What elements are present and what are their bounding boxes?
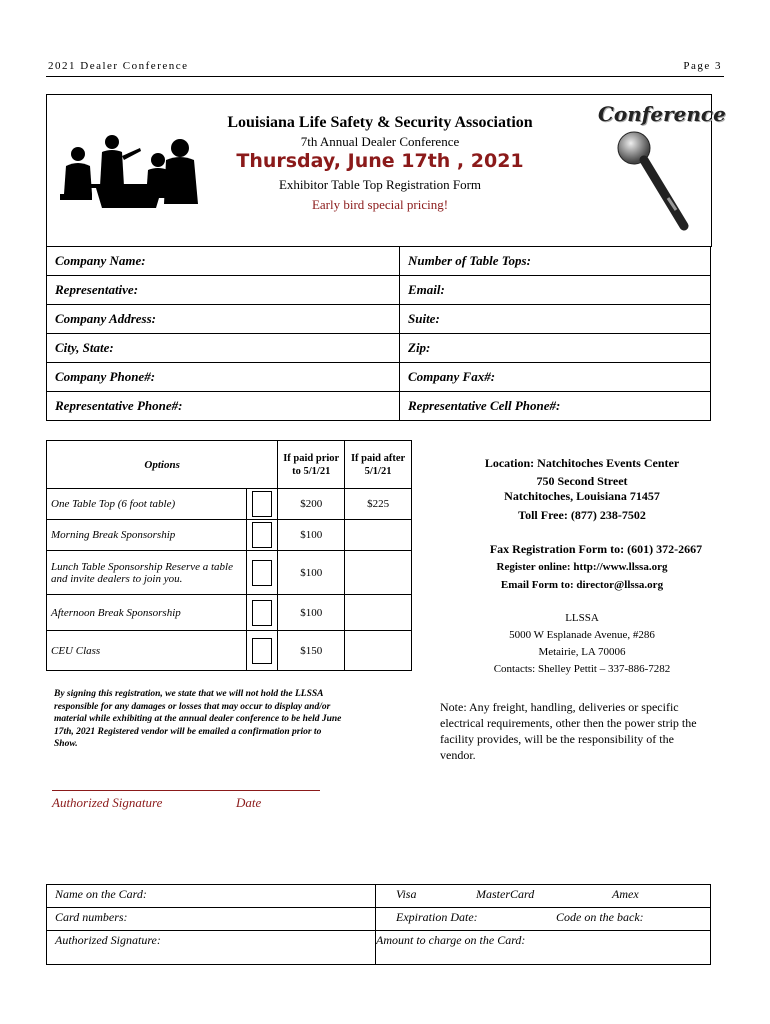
option-price-after [345, 551, 412, 595]
col-header-prior: If paid prior to 5/1/21 [278, 441, 345, 489]
mastercard-option[interactable]: MasterCard [476, 887, 535, 901]
info-field-right[interactable]: Email: [400, 276, 711, 305]
info-field-right[interactable]: Company Fax#: [400, 363, 711, 392]
option-checkbox[interactable] [252, 600, 272, 626]
signature-date-label: Date [236, 795, 262, 810]
form-title: Exhibitor Table Top Registration Form [278, 177, 482, 192]
visa-option[interactable]: Visa [396, 887, 417, 901]
option-name: One Table Top (6 foot table) [47, 489, 247, 520]
option-name: Lunch Table Sponsorship Reserve a table and invite dealers to join you. [47, 551, 247, 595]
info-row [47, 247, 711, 276]
amount-to-charge-field[interactable]: Amount to charge on the Card: [376, 931, 711, 965]
card-row-numbers [47, 908, 711, 931]
expiration-date-field[interactable]: Expiration Date: [396, 910, 478, 924]
option-checkbox-cell [247, 595, 278, 631]
payment-card-table [46, 884, 711, 965]
card-numbers-field[interactable]: Card numbers: [47, 908, 376, 931]
options-header-row [47, 441, 412, 489]
conference-subtitle: 7th Annual Dealer Conference [300, 134, 460, 149]
info-field-right[interactable]: Representative Cell Phone#: [400, 392, 711, 421]
option-checkbox-cell [247, 631, 278, 671]
option-price-after: $225 [345, 489, 412, 520]
microphone-icon [598, 126, 708, 236]
shipping-note: Note: Any freight, handling, deliveries or specific electrical requirements, other then the power strip the facility provides, will be the responsibility of the vendor. [440, 700, 697, 762]
option-price-prior: $150 [278, 631, 345, 671]
fax-registration: Fax Registration Form to: (601) 372-2667 [489, 542, 703, 556]
liability-disclaimer: By signing this registration, we state that we will not hold the LLSSA responsible for any damages or losses that may occur to display and/or material while exhibiting at the annual dealer conference to be held June 17th, 2021 Registered vendor will be emailed a confirmation prior to Show. [54, 689, 342, 749]
option-checkbox[interactable] [252, 491, 272, 517]
option-checkbox-cell [247, 489, 278, 520]
option-price-after [345, 595, 412, 631]
option-price-prior: $100 [278, 520, 345, 551]
mailing-street: 5000 W Esplanade Avenue, #286 [509, 629, 655, 641]
option-price-prior: $100 [278, 595, 345, 631]
info-row [47, 334, 711, 363]
early-bird-banner: Early bird special pricing! [311, 197, 449, 212]
options-table [46, 440, 412, 671]
info-row [47, 276, 711, 305]
option-row [47, 520, 412, 551]
amex-option[interactable]: Amex [612, 887, 639, 901]
col-header-after: If paid after 5/1/21 [345, 441, 412, 489]
location-city: Natchitoches, Louisiana 71457 [504, 489, 660, 503]
option-checkbox-cell [247, 551, 278, 595]
option-price-prior: $100 [278, 551, 345, 595]
option-checkbox[interactable] [252, 522, 272, 548]
info-field-left[interactable]: Representative: [47, 276, 400, 305]
option-row [47, 489, 412, 520]
option-checkbox-cell [247, 520, 278, 551]
card-exp-code-cell [376, 908, 711, 931]
conference-microphone-logo [598, 102, 726, 238]
info-field-left[interactable]: Company Phone#: [47, 363, 400, 392]
option-checkbox[interactable] [252, 638, 272, 664]
info-field-right[interactable]: Zip: [400, 334, 711, 363]
header-divider [46, 76, 724, 77]
info-field-left[interactable]: Representative Phone#: [47, 392, 400, 421]
option-name: Morning Break Sponsorship [47, 520, 247, 551]
registration-info-table [46, 246, 711, 421]
option-price-after [345, 631, 412, 671]
option-checkbox[interactable] [252, 560, 272, 586]
option-row [47, 631, 412, 671]
info-row [47, 305, 711, 334]
card-auth-signature-field[interactable]: Authorized Signature: [47, 931, 376, 965]
info-field-right[interactable]: Number of Table Tops: [400, 247, 711, 276]
option-name: Afternoon Break Sponsorship [47, 595, 247, 631]
card-type-cell [376, 885, 711, 908]
option-price-prior: $200 [278, 489, 345, 520]
contact-info: Contacts: Shelley Pettit – 337-886-7282 [493, 663, 671, 675]
toll-free-number: Toll Free: (877) 238-7502 [518, 508, 646, 522]
security-code-field[interactable]: Code on the back: [556, 910, 644, 924]
organization-name: Louisiana Life Safety & Security Association [227, 114, 533, 131]
info-field-left[interactable]: Company Address: [47, 305, 400, 334]
option-row [47, 595, 412, 631]
page-number: Page 3 [683, 60, 722, 72]
conference-date: Thursday, June 17th , 2021 [236, 150, 524, 172]
card-row-name [47, 885, 711, 908]
option-row [47, 551, 412, 595]
info-field-left[interactable]: City, State: [47, 334, 400, 363]
options-title: Options [47, 441, 278, 489]
register-online-link[interactable]: Register online: http://www.llssa.org [496, 561, 668, 573]
info-field-left[interactable]: Company Name: [47, 247, 400, 276]
info-row [47, 363, 711, 392]
location-street: 750 Second Street [536, 474, 628, 488]
info-row [47, 392, 711, 421]
mailing-city: Metairie, LA 70006 [538, 646, 626, 658]
conference-logo-text: Conference [598, 102, 726, 126]
card-row-auth [47, 931, 711, 965]
page-header-title: 2021 Dealer Conference [48, 60, 189, 72]
info-field-right[interactable]: Suite: [400, 305, 711, 334]
option-price-after [345, 520, 412, 551]
email-form-link[interactable]: Email Form to: director@llssa.org [500, 579, 664, 591]
location-name: Location: Natchitoches Events Center [484, 456, 680, 470]
card-name-field[interactable]: Name on the Card: [47, 885, 376, 908]
option-name: CEU Class [47, 631, 247, 671]
mailing-org: LLSSA [565, 612, 599, 624]
authorized-signature-label: Authorized Signature [52, 795, 163, 810]
signature-line[interactable] [52, 790, 320, 791]
